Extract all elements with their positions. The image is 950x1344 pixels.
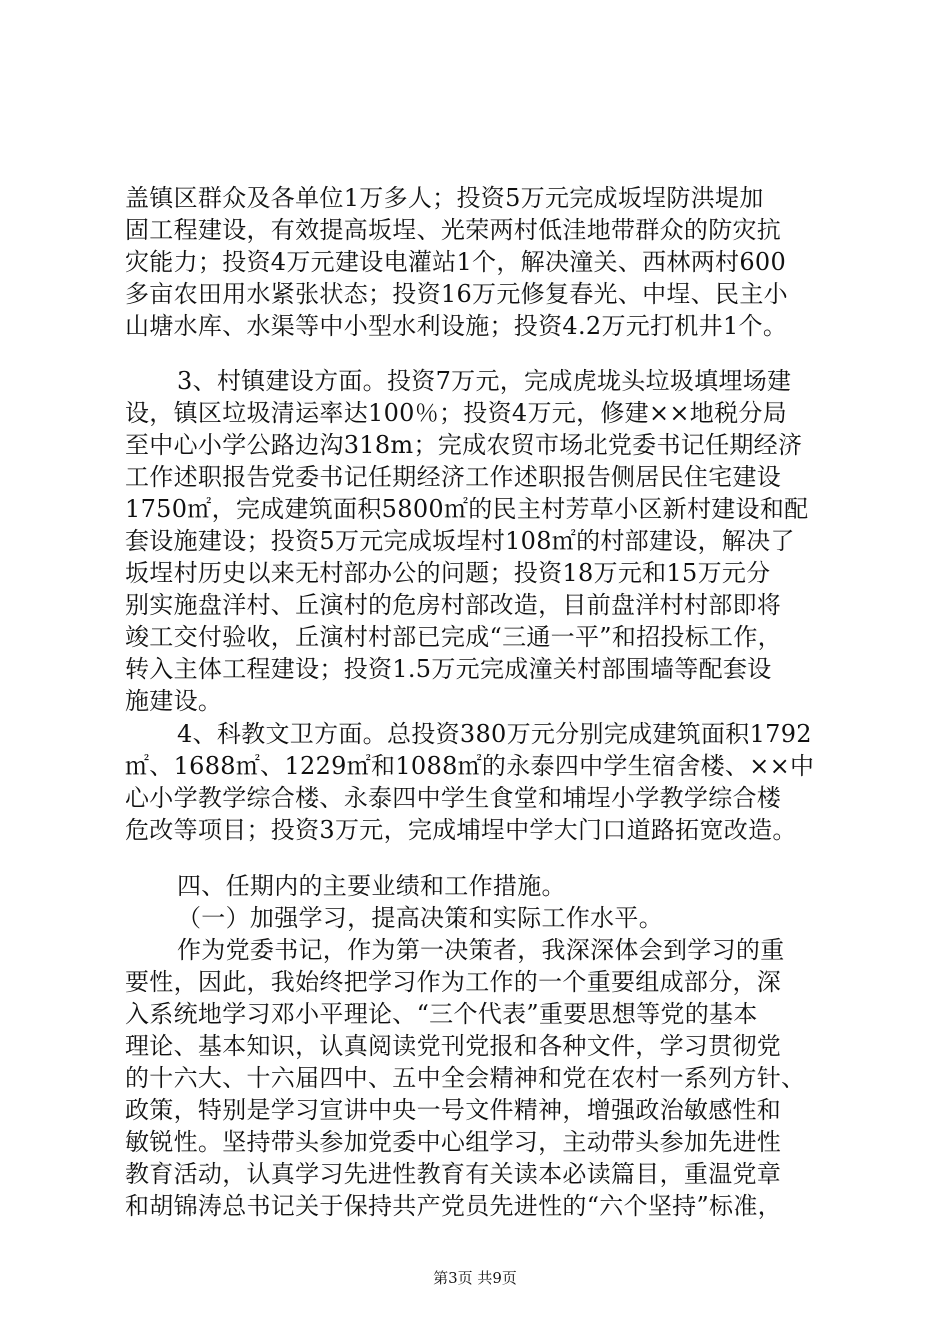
body-text-line: 灾能力；投资4万元建设电灌站1个，解决潼关、西林两村600 [125, 248, 787, 276]
body-text-line: 别实施盘洋村、丘演村的危房村部改造，目前盘洋村村部即将 [125, 591, 782, 619]
body-text-line: 竣工交付验收，丘演村村部已完成“三通一平”和招投标工作， [125, 623, 782, 651]
body-text-line: 转入主体工程建设；投资1.5万元完成潼关村部围墙等配套设 [125, 655, 772, 683]
body-text-line: 理论、基本知识，认真阅读党刊党报和各种文件，学习贯彻党 [125, 1032, 782, 1060]
body-text-line: 套设施建设；投资5万元完成坂埕村108㎡的村部建设，解决了 [125, 527, 795, 555]
body-text-line: 盖镇区群众及各单位1万多人；投资5万元完成坂埕防洪堤加 [125, 184, 764, 212]
body-text-line: 工作述职报告党委书记任期经济工作述职报告侧居民住宅建设 [125, 463, 782, 491]
body-text-line: 危改等项目；投资3万元，完成埔埕中学大门口道路拓宽改造。 [125, 816, 797, 844]
body-text-line: 多亩农田用水紧张状态；投资16万元修复春光、中埕、民主小 [125, 280, 788, 308]
body-text-line: 政策，特别是学习宣讲中央一号文件精神，增强政治敏感性和 [125, 1096, 782, 1124]
body-text-line: 要性，因此，我始终把学习作为工作的一个重要组成部分，深 [125, 968, 782, 996]
section-heading-line: 4、科教文卫方面。总投资380万元分别完成建筑面积1792 [177, 720, 812, 748]
section-heading-line: 3、村镇建设方面。投资7万元，完成虎垅头垃圾填埋场建 [177, 367, 792, 395]
body-text-line: ㎡、1688㎡、1229㎡和1088㎡的永泰四中学生宿舍楼、××中 [125, 752, 815, 780]
body-text-line: 坂埕村历史以来无村部办公的问题；投资18万元和15万元分 [125, 559, 771, 587]
body-text-line: 入系统地学习邓小平理论、“三个代表”重要思想等党的基本 [125, 1000, 758, 1028]
body-text-line: 施建设。 [125, 687, 223, 715]
body-text-line: 1750㎡，完成建筑面积5800㎡的民主村芳草小区新村建设和配 [125, 495, 809, 523]
page-number-footer: 第3页 共9页 [433, 1269, 517, 1287]
body-text-line: 心小学教学综合楼、永泰四中学生食堂和埔埕小学教学综合楼 [125, 784, 782, 812]
body-text-line: 山塘水库、水渠等中小型水利设施；投资4.2万元打机井1个。 [125, 312, 788, 340]
body-text-line: 至中心小学公路边沟318m；完成农贸市场北党委书记任期经济 [125, 431, 803, 459]
body-text-line: 作为党委书记，作为第一决策者，我深深体会到学习的重 [177, 936, 785, 964]
body-text-line: 的十六大、十六届四中、五中全会精神和党在农村一系列方针、 [125, 1064, 806, 1092]
body-text-line: 敏锐性。坚持带头参加党委中心组学习，主动带头参加先进性 [125, 1128, 782, 1156]
body-text-line: 设，镇区垃圾清运率达100％；投资4万元，修建××地税分局 [125, 399, 787, 427]
body-text-line: 和胡锦涛总书记关于保持共产党员先进性的“六个坚持”标准， [125, 1192, 782, 1220]
body-text-line: 固工程建设，有效提高坂埕、光荣两村低洼地带群众的防灾抗 [125, 216, 782, 244]
subsection-heading: （一）加强学习，提高决策和实际工作水平。 [177, 904, 663, 932]
chapter-heading: 四、任期内的主要业绩和工作措施。 [177, 872, 566, 900]
body-text-line: 教育活动，认真学习先进性教育有关读本必读篇目，重温党章 [125, 1160, 782, 1188]
